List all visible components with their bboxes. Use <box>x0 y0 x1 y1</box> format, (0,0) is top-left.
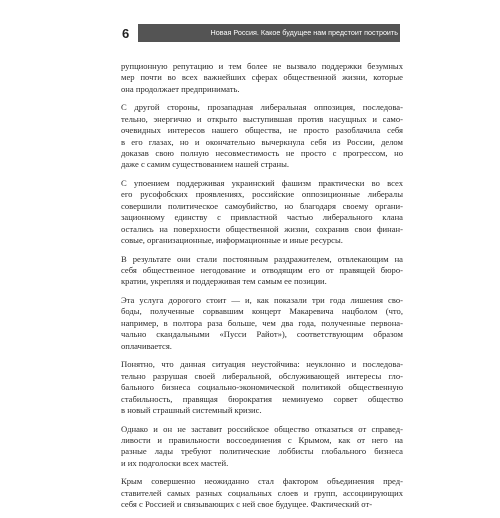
paragraph <box>121 61 403 95</box>
text-line: оплачивается. <box>121 340 172 351</box>
text-line: совые, организационные, информационные и иные ресурсы. <box>121 235 343 246</box>
text-line: В результате они стали постоянным раздражителем, отвлекающим на <box>121 253 403 264</box>
paragraph <box>121 359 403 416</box>
text-line: даже с самим существованием нашей страны. <box>121 159 290 170</box>
text-line: С другой стороны, прозападная либеральная оппозиция, последова- <box>121 102 403 113</box>
text-line: Однако и он не заставит российское общество отказаться от справед- <box>121 423 403 434</box>
text-line: рупционную репутацию и тем более не вызвало поддержки безумных <box>121 61 403 71</box>
text-line: в его глазах, но и окончательно вычеркнула себя из России, делом <box>121 136 403 147</box>
text-line: очевидных интересов нашего общества, не просто разоблачила себя <box>121 125 403 136</box>
text-line: ставителей самых разных социальных слоев и групп, ассоциирующих <box>121 487 403 498</box>
text-line: мер почти во всех важнейших сферах общественной жизни, которые <box>121 72 403 83</box>
text-line: чально скандальными «Пусси Райот»), соответствующим образом <box>121 329 403 340</box>
page-number: 6 <box>122 26 130 41</box>
paragraph <box>121 424 403 470</box>
text-line: она продолжает предпринимать. <box>121 83 240 94</box>
text-line: Эта услуга дорогого стоит — и, как показали три года лишения сво- <box>121 295 403 306</box>
text-line: боды, полученные сорвавшим концерт Макаревича нацболом (что, <box>121 306 403 317</box>
running-title: Новая Россия. Какое будущее нам предстоит построить <box>210 28 398 37</box>
text-line: в новый страшный системный кризис. <box>121 404 262 415</box>
text-line: ливости и правильности воссоединения с Крымом, как от него на <box>121 434 403 445</box>
text-line: его русофобских проявлениях, российские оппозиционные либералы <box>121 189 403 200</box>
text-line: разные лады требуют политические лоббисты глобального бизнеса <box>121 446 403 457</box>
text-line: тельно разрушая своей либеральной, обслуживающей интересы гло- <box>121 370 403 381</box>
paragraph <box>121 178 403 246</box>
text-line: остались на поверхности общественной жизни, сохранив свои финан- <box>121 223 403 234</box>
paragraph <box>121 102 403 170</box>
text-line: доказав свою полную несовместимость не просто с прогрессом, но <box>121 148 403 159</box>
text-line: С упоением поддерживая украинский фашизм практически во всех <box>121 178 403 189</box>
text-line: себя общественное негодование и отводящим его от правящей бюро- <box>121 265 403 276</box>
text-line: бального бизнеса социально-экономической политикой общественную <box>121 382 403 393</box>
text-line: кратии, укрепляя и поддерживая тем самым ее позиции. <box>121 276 327 287</box>
paragraph <box>121 254 403 288</box>
paragraph <box>121 476 403 510</box>
running-header <box>138 24 400 42</box>
paragraph <box>121 295 403 352</box>
text-line: и их подголоски всех мастей. <box>121 457 229 468</box>
text-line: тельно, энергично и открыто выступившая против насущных и само- <box>121 113 403 124</box>
text-line: совершили политическое самоубийство, но благодаря своему органи- <box>121 200 403 211</box>
body-text <box>121 61 403 518</box>
text-line: например, в полтора раза больше, чем два года, полученные первона- <box>121 317 403 328</box>
text-line: Крым совершенно неожиданно стал фактором объединения пред- <box>121 476 403 487</box>
text-line: стабильность, правящая бюрократия неминуемо сорвет общество <box>121 393 403 404</box>
text-line: себя с Россией и связывающих с ней свое будущее. Фактический от- <box>121 499 373 510</box>
text-line: зационному единству с привластной частью либерального клана <box>121 212 403 223</box>
text-line: Понятно, что данная ситуация неустойчива: неуклонно и последова- <box>121 359 403 370</box>
